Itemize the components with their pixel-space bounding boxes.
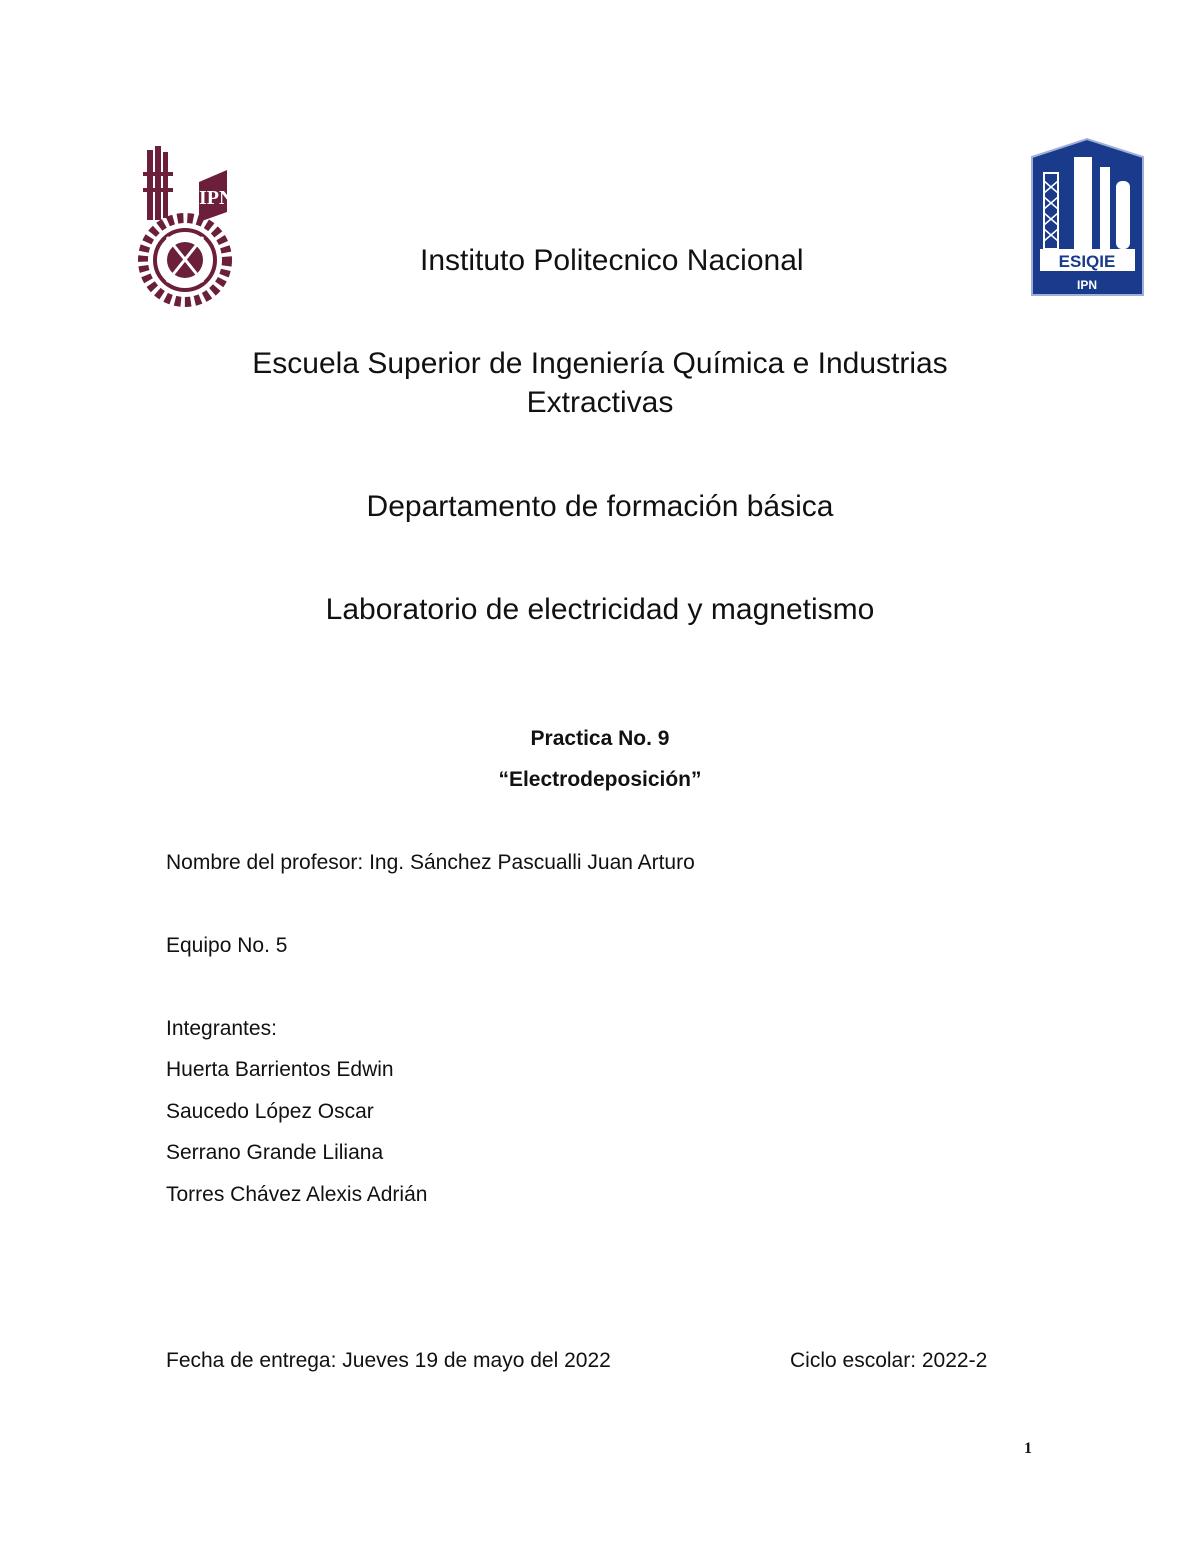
team-number: Equipo No. 5	[166, 934, 288, 957]
practice-title: “Electrodeposición”	[498, 768, 702, 791]
institute-name: Instituto Politecnico Nacional	[420, 244, 804, 277]
laboratory-name: Laboratorio de electricidad y magnetismo	[325, 593, 875, 626]
esiqie-logo	[1030, 137, 1145, 297]
member-item: Saucedo López Oscar	[166, 1100, 374, 1123]
page-number: 1	[1024, 1440, 1032, 1457]
ipn-logo	[137, 142, 233, 308]
member-item: Serrano Grande Liliana	[166, 1141, 384, 1164]
members-label: Integrantes:	[166, 1017, 277, 1040]
professor-name: Nombre del profesor: Ing. Sánchez Pascualli Juan Arturo	[166, 851, 695, 874]
member-item: Torres Chávez Alexis Adrián	[166, 1183, 428, 1206]
member-item: Huerta Barrientos Edwin	[166, 1058, 394, 1081]
school-name-line1: Escuela Superior de Ingeniería Química e Industrias	[252, 347, 948, 380]
school-name-line2: Extractivas	[526, 386, 674, 419]
school-cycle: Ciclo escolar: 2022-2	[790, 1349, 988, 1372]
practice-number: Practica No. 9	[530, 727, 670, 750]
ipn-logo-text: IPN	[199, 187, 233, 209]
esiqie-logo-subtext: IPN	[1076, 278, 1098, 292]
esiqie-logo-text: ESIQIE	[1058, 252, 1116, 271]
delivery-date: Fecha de entrega: Jueves 19 de mayo del 2022	[166, 1349, 611, 1372]
department-name: Departamento de formación básica	[366, 490, 834, 523]
